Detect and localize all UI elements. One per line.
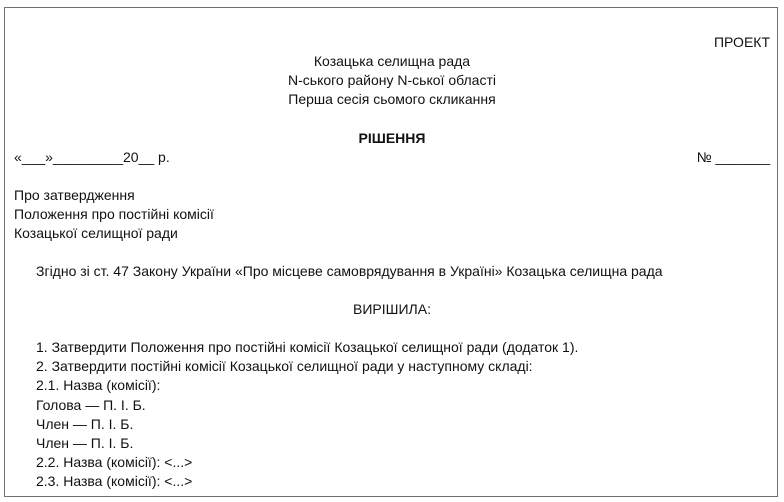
resolution-item: 2.1. Назва (комісії):: [36, 377, 161, 393]
resolution-item: Член — П. І. Б.: [36, 416, 134, 432]
session-title: Перша сесія сьомого скликання: [288, 91, 496, 107]
resolution-item: Голова — П. І. Б.: [36, 397, 146, 413]
resolution-item: Член — П. І. Б.: [36, 435, 134, 451]
resolution-item: 2.3. Назва (комісії): <...>: [36, 473, 193, 489]
number-line: № _______: [696, 149, 770, 165]
council-name: Козацька селищна рада: [313, 53, 471, 69]
document-type-heading: РІШЕННЯ: [358, 130, 426, 146]
resolution-item: 2.2. Назва (комісії): <...>: [36, 454, 193, 470]
council-district: N-ського району N-ської області: [288, 72, 496, 88]
date-line: «___»_________20__ р.: [14, 149, 170, 165]
resolved-heading: ВИРІШИЛА:: [353, 301, 431, 317]
subject-line-1: Про затвердження: [14, 187, 135, 203]
draft-stamp: ПРОЕКТ: [713, 34, 770, 50]
resolution-item: 1. Затвердити Положення про постійні комісії Козацької селищної ради (додаток 1).: [36, 339, 579, 355]
subject-line-2: Положення про постійні комісії: [14, 206, 214, 222]
preamble-text: Згідно зі ст. 47 Закону України «Про місцеве самоврядування в Україні» Козацька селищна рада: [36, 263, 663, 279]
resolution-item: 2. Затвердити постійні комісії Козацької селищної ради у наступному складі:: [36, 358, 533, 374]
subject-line-3: Козацької селищної ради: [14, 225, 178, 241]
